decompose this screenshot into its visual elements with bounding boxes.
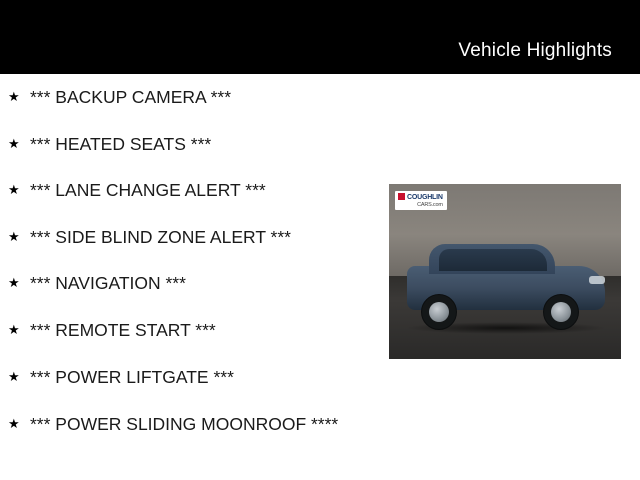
list-item xyxy=(0,400,370,437)
list-item-label: *** BACKUP CAMERA *** xyxy=(30,87,232,107)
list-item xyxy=(0,167,380,214)
star-icon: ★ xyxy=(8,275,20,291)
page-header xyxy=(0,0,640,74)
vehicle-wheel xyxy=(421,294,457,330)
star-icon: ★ xyxy=(8,228,20,244)
list-item xyxy=(0,214,380,261)
list-item-label: *** LANE CHANGE ALERT *** xyxy=(30,180,266,201)
list-item-label: *** NAVIGATION *** xyxy=(30,273,186,294)
vehicle-wheel xyxy=(543,294,579,330)
list-item-label: *** POWER SLIDING MOONROOF **** xyxy=(30,414,339,435)
list-item xyxy=(0,74,380,121)
list-item-label: *** HEATED SEATS *** xyxy=(30,133,212,154)
star-icon: ★ xyxy=(8,182,20,198)
watermark-mark-icon xyxy=(398,193,405,200)
list-item xyxy=(0,354,380,401)
vehicle-wheel-rim xyxy=(551,302,571,322)
star-icon: ★ xyxy=(8,135,20,151)
list-item-label: *** POWER LIFTGATE *** xyxy=(30,366,234,387)
vehicle-windows xyxy=(439,249,547,271)
highlights-list xyxy=(0,74,380,437)
vehicle-headlight xyxy=(589,276,605,284)
vehicle-illustration xyxy=(403,236,611,338)
star-icon: ★ xyxy=(8,416,20,432)
page-title: Vehicle Highlights xyxy=(458,40,612,61)
star-icon: ★ xyxy=(8,89,20,104)
vehicle-wheel-rim xyxy=(429,302,449,322)
page-content xyxy=(0,74,640,480)
list-item xyxy=(0,121,380,168)
list-item xyxy=(0,260,380,307)
vehicle-photo xyxy=(389,184,621,359)
list-item-label: *** SIDE BLIND ZONE ALERT *** xyxy=(30,226,291,247)
star-icon: ★ xyxy=(8,368,20,384)
list-item xyxy=(0,307,380,354)
watermark-subtext: CARS.com xyxy=(417,202,443,208)
dealer-watermark xyxy=(395,191,447,210)
watermark-brand: COUGHLIN xyxy=(407,194,443,201)
star-icon: ★ xyxy=(8,321,20,337)
list-item-label: *** REMOTE START *** xyxy=(30,319,216,340)
